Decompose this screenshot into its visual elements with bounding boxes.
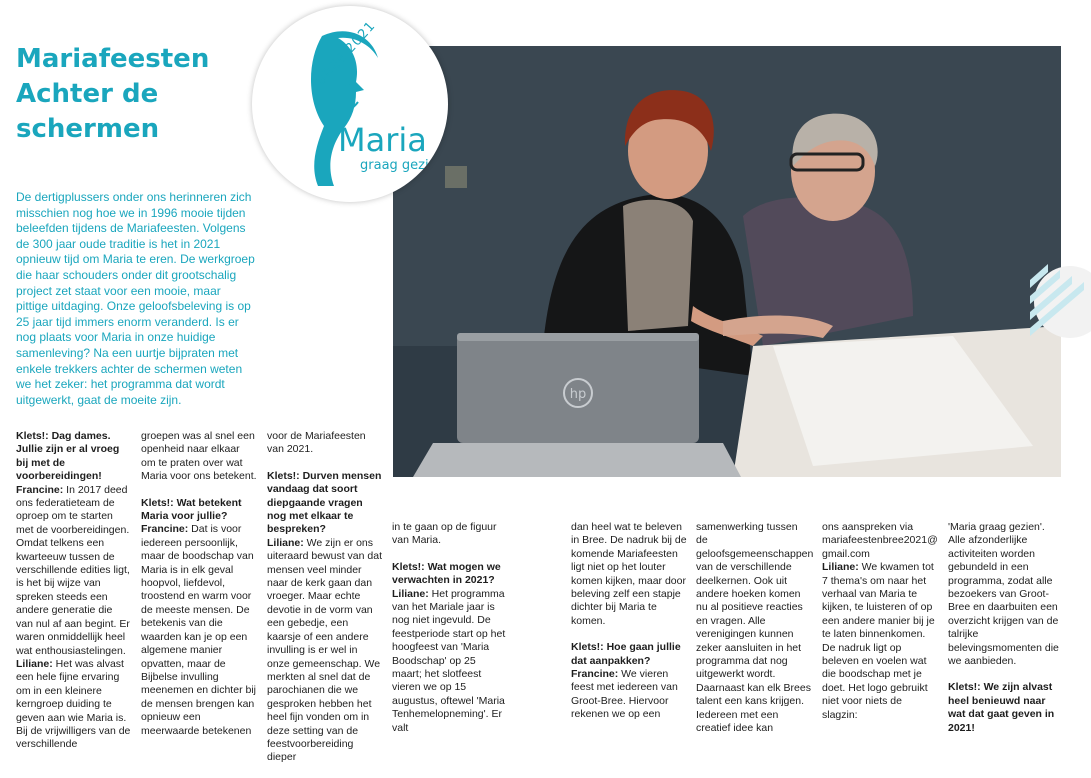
article-column-3 — [267, 430, 383, 778]
answer-text: We kwamen tot 7 thema's om naar het verhaal van Maria te kijken, te luisteren of op een andere manier bij je te laten binnenkomen. De nadruk ligt op beleven en voelen wat die boodschap met je doet. Het logo gebruikt niet voor niets de slagzin: — [822, 561, 935, 721]
article-column-6 — [696, 521, 812, 749]
logo-wordmark: Maria — [338, 121, 427, 159]
answer-text: dan heel wat te beleven in Bree. De nadruk bij de komende Mariafeesten ligt niet op het louter komen kijken, maar door beleving zelf een stapje dichter bij Maria te komen. — [571, 521, 687, 627]
answer-text: ons aanspreken via mariafeestenbree2021@ gmail.com — [822, 521, 938, 560]
article-column-8 — [948, 521, 1064, 748]
answer-text: We vieren feest met iedereen van Groot-Bree. Hiervoor rekenen we op een — [571, 668, 678, 721]
article-column-2 — [141, 430, 257, 751]
interview-question: Klets!: Durven mensen vandaag dat soort diepgaande vragen nog met elkaar te bespreken? — [267, 469, 382, 536]
speaker-name: Liliane: — [392, 587, 429, 600]
title-line: Mariafeesten — [16, 44, 210, 74]
answer-text: voor de Mariafeesten van 2021. — [267, 430, 366, 456]
answer-text: Het was alvast een hele fijne ervaring om in een kleinere kerngroep duiding te geven aan wie Maria is. Bij de vrijwilligers van de verschillende — [16, 657, 131, 751]
answer-text: In 2017 deed ons federatieteam de oproep om te starten met de voorbereidingen. Omdat telkens een kwarteeuw tussen de verschillende edities ligt, is het bij wijze van spreken steeds een andere generatie die van nul af aan begint. Er waren onmiddellijk heel wat enthousiastelingen. — [16, 483, 130, 657]
intro-paragraph: De dertigplussers onder ons herinneren zich misschien nog hoe we in 1996 mooie tijden beleefden tijdens de Mariafeesten. Volgens de 300 jaar oude traditie is het in 2021 opnieuw tijd om Maria te eren. De werkgroep die haar schouders onder dit grootschalig project zet staat voor een mooie, maar pittige uitdaging. Onze geloofsbeleving is op 25 jaar tijd immers enorm veranderd. Is er nog plaats voor Maria in onze huidige samenleving? Na een uurtje bijpraten met enkele trekkers achter de schermen weten we het zeker: het programma dat wordt uitgewerkt, gaat de moeite zijn. — [16, 190, 255, 407]
maria-logo — [252, 6, 448, 202]
logo-year: BREE 2021 — [313, 18, 379, 89]
interview-question: Klets!: Wat mogen we verwachten in 2021? — [392, 560, 501, 587]
answer-text: groepen was al snel een openheid naar elkaar om te praten over wat Maria voor ons betekent. — [141, 430, 257, 483]
interview-question: Klets!: We zijn alvast heel benieuwd naar wat dat gaat geven in 2021! — [948, 681, 1055, 734]
laptop-brand-label: hp — [569, 387, 587, 402]
speaker-name: Francine: — [16, 483, 64, 496]
speaker-name: Liliane: — [16, 657, 53, 670]
decorative-stripes-icon — [1030, 262, 1091, 342]
title-line: Achter de — [16, 79, 159, 109]
answer-text: Dat is voor iedereen persoonlijk, maar de boodschap van Maria is in elk geval hoopvol, liefdevol, troostend en warm voor de meeste mensen. De betekenis van die waarden kan je op een algemene manier opvatten, maar de Bijbelse invulling meenemen en dichter bij de mensen brengen kan opnieuw een meerwaarde betekenen — [141, 523, 256, 737]
article-column-4 — [392, 521, 508, 748]
article-column-5 — [571, 521, 687, 735]
interview-question: Klets!: Dag dames. Jullie zijn er al vroeg bij met de voorbereidingen! — [16, 430, 120, 483]
answer-text: samenwerking tussen de geloofsgemeenschappen van de verschillende deelkernen. Ook uit andere hoeken komen nu al positieve reacties en vragen. Alle verenigingen kunnen zeker aansluiten in het programma dat nog uitgewerkt wordt. Daarnaast kan elk Brees talent een kans krijgen. Iedereen met een creatief idee kan — [696, 521, 814, 735]
answer-text: in te gaan op de figuur van Maria. — [392, 521, 497, 547]
answer-text: Het programma van het Mariale jaar is nog niet ingevuld. De feestperiode start op het hoogfeest van 'Maria Boodschap' op 25 maart; het slotfeest vieren we op 15 augustus, oftewel 'Maria Tenhemelopneming'. Er valt — [392, 587, 506, 734]
article-column-7 — [822, 521, 938, 735]
logo-slogan: graag gezien — [360, 158, 445, 173]
speaker-name: Liliane: — [822, 561, 859, 574]
speaker-name: Francine: — [141, 523, 189, 536]
answer-text: We zijn er ons uiteraard bewust van dat mensen veel minder naar de kerk gaan dan vroeger. Maar echte devotie in de vorm van een gebedje, een kaarsje of een andere invulling is er wel in onze gemeenschap. We merkten al snel dat de parochianen die we gesproken hebben het heel fijn vonden om in deze setting van de feestvoorbereiding dieper — [267, 536, 382, 764]
article-title — [16, 42, 246, 147]
interview-question: Klets!: Hoe gaan jullie dat aanpakken? — [571, 641, 681, 667]
title-line: schermen — [16, 114, 160, 144]
photo-two-women-laptop — [393, 46, 1061, 477]
speaker-name: Francine: — [571, 668, 619, 681]
answer-text: 'Maria graag gezien'. Alle afzonderlijke activiteiten worden gebundeld in een programma, zodat alle bezoekers van Groot-Bree en daarbuiten een overzicht krijgen van de talrijke belevingsmomenten die we aanbieden. — [948, 521, 1059, 668]
speaker-name: Liliane: — [267, 536, 304, 549]
article-column-1 — [16, 430, 132, 765]
interview-question: Klets!: Wat betekent Maria voor jullie? — [141, 496, 242, 523]
